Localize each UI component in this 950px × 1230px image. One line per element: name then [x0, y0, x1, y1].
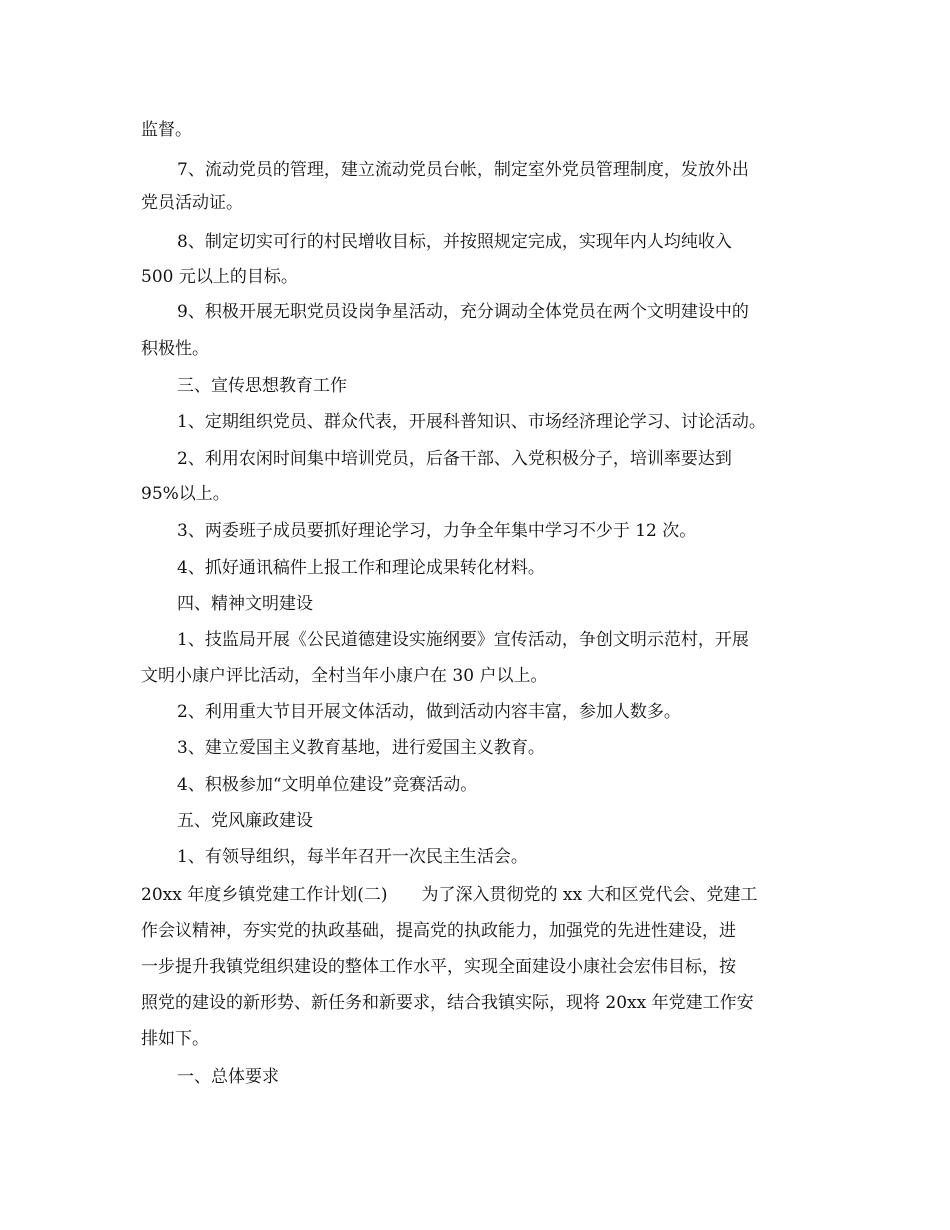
section-heading: 五、党风廉政建设 — [177, 811, 313, 831]
text-line: 500 元以上的目标。 — [141, 267, 298, 287]
text-line: 9、积极开展无职党员设岗争星活动，充分调动全体党员在两个文明建设中的 — [177, 302, 749, 322]
text-line: 文明小康户评比活动，全村当年小康户在 30 户以上。 — [141, 666, 548, 686]
text-line: 1、有领导组织，每半年召开一次民主生活会。 — [177, 847, 528, 867]
text-line: 作会议精神，夯实党的执政基础，提高党的执政能力，加强党的先进性建设，进 — [141, 921, 736, 941]
text-line: 4、抓好通讯稿件上报工作和理论成果转化材料。 — [177, 558, 545, 578]
section-heading: 一、总体要求 — [177, 1067, 279, 1087]
section-heading: 三、宣传思想教育工作 — [177, 376, 347, 396]
text-line: 2、利用重大节目开展文体活动，做到活动内容丰富，参加人数多。 — [177, 702, 681, 722]
text-line: 1、定期组织党员、群众代表，开展科普知识、市场经济理论学习、讨论活动。 — [177, 412, 766, 432]
text-line: 7、流动党员的管理，建立流动党员台帐，制定室外党员管理制度，发放外出 — [177, 160, 749, 180]
text-line: 1、技监局开展《公民道德建设实施纲要》宣传活动，争创文明示范村，开展 — [177, 630, 749, 650]
text-line: 照党的建设的新形势、新任务和新要求，结合我镇实际，现将 20xx 年党建工作安 — [141, 993, 754, 1013]
text-line: 20xx 年度乡镇党建工作计划(二) 为了深入贯彻党的 xx 大和区党代会、党建工 — [141, 885, 758, 905]
text-line: 3、两委班子成员要抓好理论学习，力争全年集中学习不少于 12 次。 — [177, 521, 697, 541]
text-line: 排如下。 — [141, 1029, 209, 1049]
text-line: 4、积极参加“文明单位建设”竞赛活动。 — [177, 775, 478, 795]
text-line: 积极性。 — [141, 339, 209, 359]
text-line: 2、利用农闲时间集中培训党员，后备干部、入党积极分子，培训率要达到 — [177, 449, 732, 469]
text-line: 8、制定切实可行的村民增收目标，并按照规定完成，实现年内人均纯收入 — [177, 232, 732, 252]
text-line: 党员活动证。 — [141, 193, 243, 213]
text-line: 3、建立爱国主义教育基地，进行爱国主义教育。 — [177, 738, 545, 758]
text-line: 95%以上。 — [141, 484, 230, 504]
text-line: 监督。 — [141, 120, 192, 140]
section-heading: 四、精神文明建设 — [177, 594, 313, 614]
text-line: 一步提升我镇党组织建设的整体工作水平，实现全面建设小康社会宏伟目标，按 — [141, 957, 736, 977]
